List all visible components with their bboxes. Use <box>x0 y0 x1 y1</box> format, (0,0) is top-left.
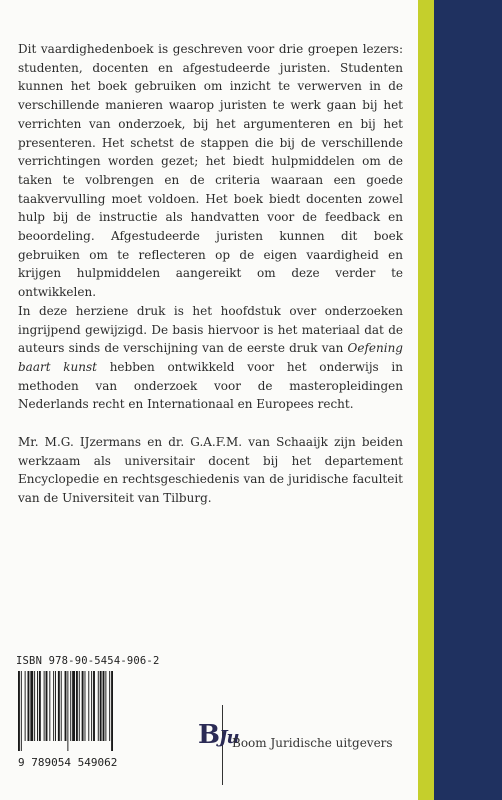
barcode-bar <box>46 671 48 741</box>
barcode-bar <box>72 671 75 741</box>
barcode-bar <box>76 671 78 741</box>
publisher-name: Boom Juridische uitgevers <box>232 736 393 750</box>
barcode-bar <box>18 671 20 751</box>
barcode-bar <box>21 671 22 751</box>
barcode-bar <box>93 671 95 741</box>
paragraph-revision <box>18 302 403 414</box>
barcode-bar <box>111 671 113 751</box>
barcode-bar <box>98 671 99 741</box>
barcode-number: 9 789054 549062 <box>18 756 118 769</box>
barcode-image <box>16 671 196 751</box>
barcode-bar <box>88 671 89 741</box>
barcode-bar <box>53 671 54 741</box>
barcode-bar <box>65 671 67 741</box>
barcode-bar <box>34 671 35 741</box>
barcode-bar <box>55 671 56 741</box>
barcode-bar <box>61 671 62 741</box>
paragraph-authors <box>18 433 403 508</box>
logo-b: B <box>198 720 219 750</box>
barcode-bar <box>49 671 50 741</box>
barcode-bar <box>30 671 33 741</box>
accent-stripe <box>418 0 434 800</box>
barcode-bar <box>100 671 102 741</box>
isbn-text: ISBN 978-90-5454-906-2 <box>16 655 160 667</box>
logo-ju: Ju <box>218 727 239 748</box>
isbn-barcode-block <box>16 655 206 770</box>
barcode-bar <box>28 671 30 741</box>
barcode-bar <box>103 671 105 741</box>
text-run: Mr. M.G. IJzermans en dr. G.A.F.M. van Schaaijk zijn beiden werkzaam als universitair docent bij het departement Encyclopedie en rechtsgeschiedenis van de juridische faculteit van de Universiteit van Tilburg. <box>18 435 403 506</box>
barcode-bar <box>85 671 86 741</box>
text-run: hebben ontwikkeld voor het onderwijs in methoden van onderzoek voor de masteropleidingen Nederlands recht en Internationaal en Europees recht. <box>18 359 403 412</box>
book-title-italic: Oefening baart kunst <box>18 341 403 374</box>
barcode-bar <box>70 671 71 741</box>
barcode-bar <box>91 671 92 741</box>
text-run: Dit vaardighedenboek is geschreven voor drie groepen lezers: studenten, docenten en afgestudeerde juristen. Studenten kunnen het boek gebruiken om inzicht te verwerven in de verschillende manieren waarop juristen te werk gaan bij het verrichten van onderzoek, bij het argumenteren en bij het presenteren. Het schetst de stappen die bij de verschillende verrichtingen worden gezet; het biedt hulpmiddelen om de taken te volbrengen en de criteria waaraan een goede taakvervulling moet voldoen. Het boek biedt docenten zowel hulp bij de instructie als handvatten voor de feedback en beoordeling. Afgestudeerde juristen kunnen dit boek gebruiken om te reflecteren op de eigen vaardigheid en krijgen hulpmiddelen aangereikt om deze verder te ontwikkelen. <box>18 42 403 300</box>
barcode-bar <box>67 671 68 751</box>
barcode-bar <box>25 671 26 741</box>
text-run: In deze herziene druk is het hoofdstuk over onderzoeken ingrijpend gewijzigd. De basis hiervoor is het materiaal dat de auteurs sinds de verschijning van de eerste druk van <box>18 303 403 356</box>
barcode-bar <box>37 671 38 741</box>
paragraph-intro <box>18 40 403 302</box>
barcode-bar <box>39 671 41 741</box>
barcode-bar <box>44 671 45 741</box>
barcode-bar <box>109 671 110 741</box>
back-cover-text <box>18 40 403 508</box>
navy-band <box>434 0 502 800</box>
barcode-bar <box>79 671 80 741</box>
barcode-bar <box>58 671 60 741</box>
barcode-bar <box>82 671 84 741</box>
barcode-bar <box>105 671 106 741</box>
